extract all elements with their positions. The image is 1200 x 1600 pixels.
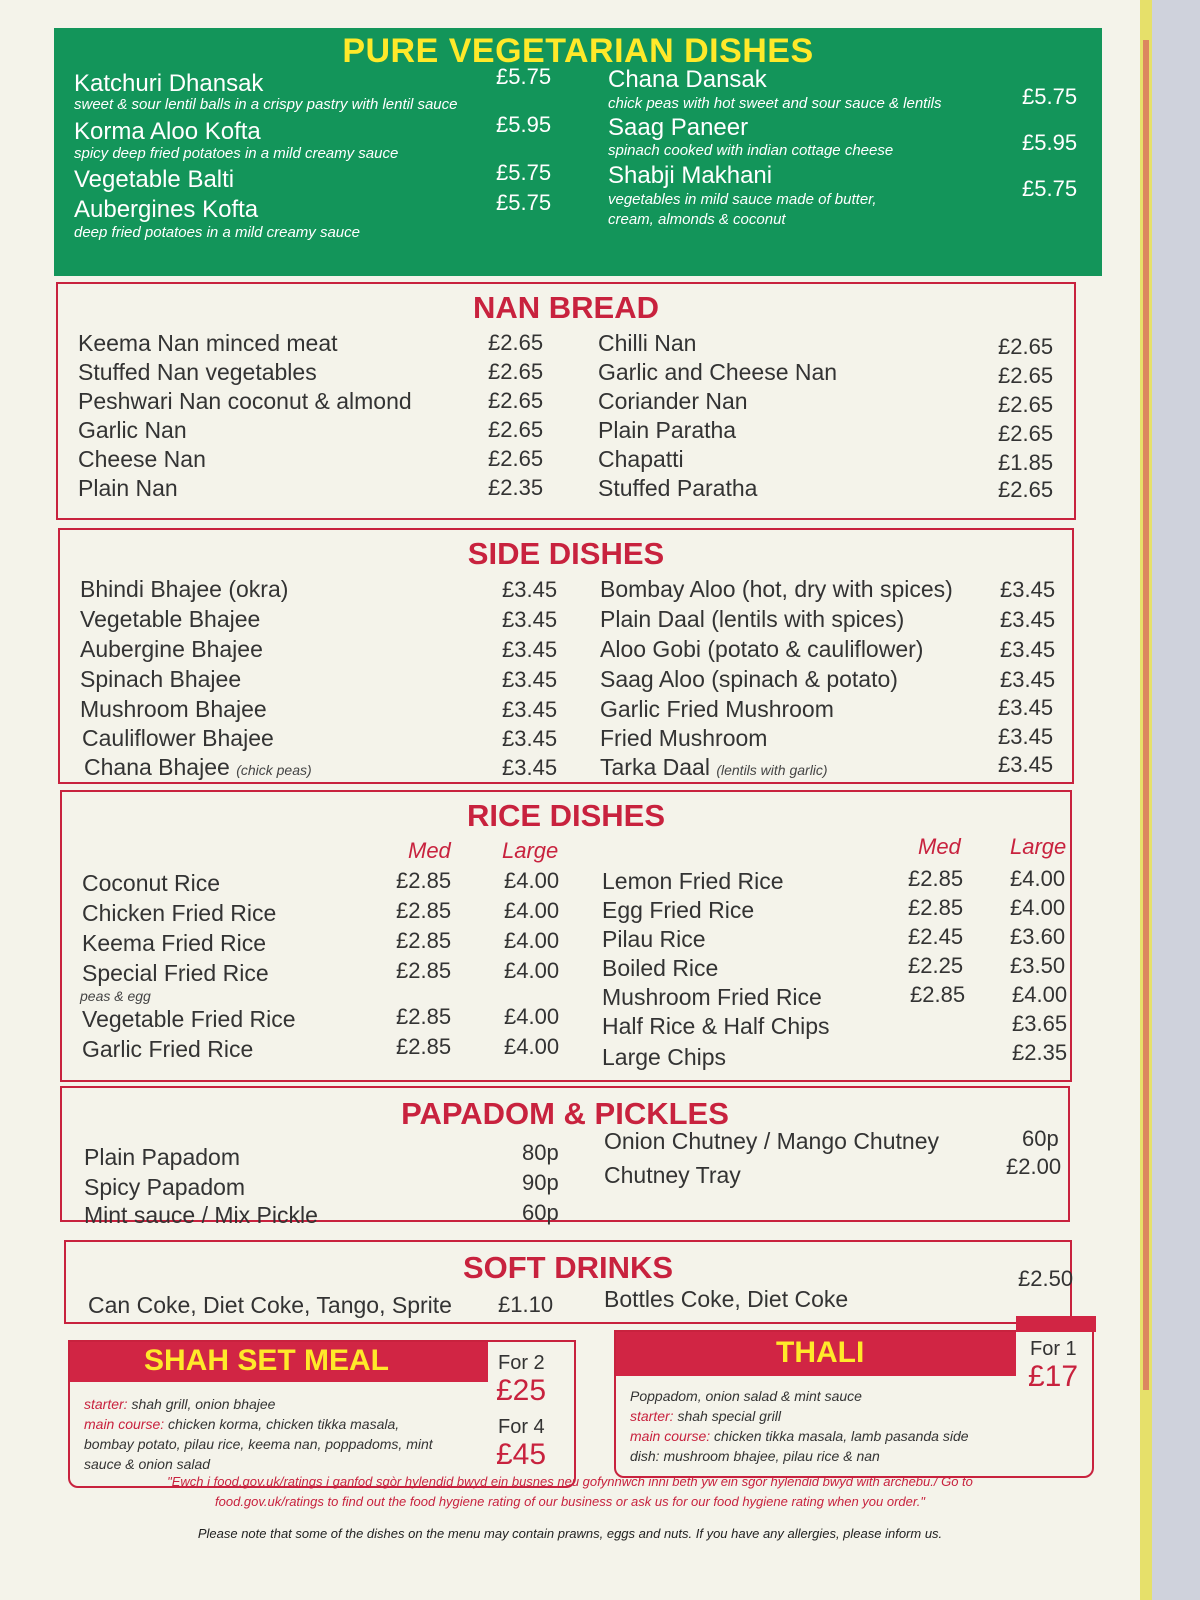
- menu-item-price: £2.65: [998, 363, 1054, 388]
- section-title: NAN BREAD: [473, 290, 659, 325]
- menu-item-name: Fried Mushroom: [600, 725, 768, 751]
- section-title: RICE DISHES: [466, 798, 666, 833]
- menu-item-name: Vegetable Bhajee: [80, 606, 261, 632]
- menu-item-price: £5.75: [496, 190, 552, 215]
- menu-item-price-med: £2.85: [396, 898, 452, 923]
- menu-item-name: Cheese Nan: [78, 446, 206, 472]
- menu-item-name: Garlic Fried Rice: [82, 1036, 254, 1062]
- menu-item-price: £3.45: [502, 726, 558, 751]
- menu-item-name: Saag Aloo (spinach & potato): [600, 666, 898, 692]
- section-title: SOFT DRINKS: [462, 1250, 674, 1285]
- menu-item-name: Vegetable Balti: [74, 166, 235, 193]
- menu-item-name: Garlic and Cheese Nan: [598, 359, 838, 385]
- hygiene-notice-english: food.gov.uk/ratings to find out the food hygiene rating of our business or ask us for our food hygiene rating when you order.": [215, 1494, 925, 1509]
- menu-item-note: peas & egg: [80, 988, 151, 1004]
- allergy-notice: Please note that some of the dishes on the menu may contain prawns, eggs and nuts. If you have any allergies, please inform us.: [197, 1526, 943, 1541]
- side-dishes-section: [58, 528, 1074, 784]
- set-text: chicken korma, chicken tikka masala,: [168, 1416, 400, 1432]
- menu-item-name: Garlic Nan: [78, 417, 187, 443]
- set-starter: [84, 1396, 275, 1412]
- page-edge-stripe: [1143, 40, 1149, 1390]
- menu-item-name: Katchuri Dhansak: [74, 70, 264, 97]
- menu-item-price: £5.75: [496, 160, 552, 185]
- papadom-pickles-section: [60, 1086, 1070, 1228]
- set-main: dish: mushroom bhajee, pilau rice & nan: [630, 1448, 880, 1464]
- menu-item-price: 80p: [522, 1140, 559, 1165]
- menu-item-price: £3.45: [502, 637, 558, 662]
- set-main: sauce & onion salad: [84, 1456, 211, 1472]
- menu-item-price: £3.45: [1000, 607, 1056, 632]
- menu-item-price-large: £4.00: [1010, 895, 1066, 920]
- menu-item-price: £2.35: [488, 475, 544, 500]
- menu-item-price: £3.45: [502, 697, 558, 722]
- menu-item-name: Cauliflower Bhajee: [82, 725, 274, 751]
- menu-item-price: £1.10: [498, 1292, 554, 1317]
- menu-item-price: £5.75: [496, 64, 552, 89]
- menu-item-price: £3.45: [998, 752, 1054, 777]
- menu-item-name: Boiled Rice: [602, 955, 719, 981]
- menu-item-name: Chilli Nan: [598, 330, 697, 356]
- menu-item-price: £3.45: [502, 667, 558, 692]
- menu-item-name: Spinach Bhajee: [80, 666, 242, 692]
- menu-item-name: Coconut Rice: [82, 870, 221, 896]
- shah-set-meal-box: [68, 1340, 576, 1488]
- menu-item-price-med: £2.85: [908, 895, 964, 920]
- menu-item-price: £2.65: [998, 392, 1054, 417]
- menu-item-price: £3.45: [1000, 637, 1056, 662]
- menu-item-price: £3.45: [502, 755, 558, 780]
- set-title: THALI: [776, 1336, 865, 1369]
- menu-item-desc: cream, almonds & coconut: [608, 211, 786, 228]
- menu-item-price: £5.75: [1022, 176, 1078, 201]
- menu-item-price-large: £4.00: [504, 868, 560, 893]
- menu-item-name: Stuffed Nan vegetables: [78, 359, 317, 385]
- menu-item-price-large: £3.50: [1010, 953, 1066, 978]
- column-header-large: Large: [502, 838, 559, 863]
- nan-bread-section: [56, 282, 1076, 520]
- serving-label: For 1: [1030, 1338, 1077, 1360]
- menu-item-name: Aubergine Bhajee: [80, 636, 263, 662]
- menu-item-name: Plain Papadom: [84, 1144, 240, 1170]
- column-header-large: Large: [1010, 834, 1067, 859]
- menu-item-price: £3.45: [998, 695, 1054, 720]
- menu-item-name: Chicken Fried Rice: [82, 900, 277, 926]
- menu-item-name: Can Coke, Diet Coke, Tango, Sprite: [88, 1292, 452, 1318]
- rice-dishes-section: [60, 790, 1072, 1082]
- menu-item-name: Spicy Papadom: [84, 1174, 246, 1200]
- menu-item-name: Mint sauce / Mix Pickle: [84, 1202, 318, 1228]
- menu-item-note: (lentils with garlic): [716, 762, 828, 778]
- menu-item-name: Special Fried Rice: [82, 960, 269, 986]
- menu-item-price-large: £4.00: [504, 958, 560, 983]
- menu-item-name: Peshwari Nan coconut & almond: [78, 388, 412, 414]
- section-title: PURE VEGETARIAN DISHES: [342, 32, 814, 70]
- thali-box: [614, 1330, 1094, 1478]
- section-title: SIDE DISHES: [467, 536, 665, 571]
- menu-item-price-med: £2.85: [908, 866, 964, 891]
- menu-item-name: [84, 754, 312, 781]
- set-price: £25: [496, 1374, 547, 1407]
- set-label: main course:: [630, 1428, 711, 1444]
- menu-item-price-med: £2.85: [396, 928, 452, 953]
- menu-item-label: Tarka Daal: [600, 754, 710, 780]
- menu-item-name: Aubergines Kofta: [74, 196, 259, 223]
- menu-item-price-med: £2.85: [396, 868, 452, 893]
- menu-item-price: £2.65: [998, 477, 1054, 502]
- set-main: [84, 1416, 399, 1432]
- serving-label: For 4: [498, 1416, 545, 1438]
- menu-item-price: £2.65: [488, 388, 544, 413]
- menu-item-price: £3.45: [502, 577, 558, 602]
- menu-item-name: Bhindi Bhajee (okra): [80, 576, 289, 602]
- menu-item-name: [600, 754, 828, 781]
- menu-item-name: Plain Paratha: [598, 417, 737, 443]
- menu-item-price: £2.50: [1018, 1266, 1074, 1291]
- menu-item-price: £5.95: [1022, 130, 1078, 155]
- menu-item-name: Plain Nan: [78, 475, 178, 501]
- set-label: starter:: [84, 1396, 128, 1412]
- menu-item-price-med: £2.45: [908, 924, 964, 949]
- menu-item-price: £1.85: [998, 450, 1054, 475]
- menu-item-price-med: £2.85: [396, 1034, 452, 1059]
- menu-item-price: 60p: [522, 1200, 559, 1225]
- set-label: starter:: [630, 1408, 674, 1424]
- set-main: bombay potato, pilau rice, keema nan, poppadoms, mint: [84, 1436, 433, 1452]
- menu-item-name: Aloo Gobi (potato & cauliflower): [600, 636, 924, 662]
- menu-item-price: £2.65: [488, 359, 544, 384]
- menu-item-desc: spinach cooked with indian cottage cheese: [608, 142, 894, 159]
- menu-item-name: Plain Daal (lentils with spices): [600, 606, 905, 632]
- menu-item-price-large: £4.00: [1010, 866, 1066, 891]
- menu-item-price: £5.75: [1022, 84, 1078, 109]
- menu-item-name: Saag Paneer: [608, 114, 749, 141]
- column-header-med: Med: [408, 838, 451, 863]
- menu-item-name: Mushroom Bhajee: [80, 696, 267, 722]
- menu-item-name: Shabji Makhani: [608, 162, 773, 189]
- menu-item-name: Half Rice & Half Chips: [602, 1013, 830, 1039]
- menu-item-price: £2.00: [1006, 1154, 1062, 1179]
- menu-item-price-large: £4.00: [504, 898, 560, 923]
- menu-item-name: Mushroom Fried Rice: [602, 984, 822, 1010]
- menu-item-price: £5.95: [496, 112, 552, 137]
- menu-item-desc: vegetables in mild sauce made of butter,: [608, 191, 877, 208]
- menu-item-desc: spicy deep fried potatoes in a mild creamy sauce: [74, 145, 399, 162]
- menu-item-name: Pilau Rice: [602, 926, 706, 952]
- menu-item-desc: deep fried potatoes in a mild creamy sauce: [74, 224, 360, 241]
- menu-item-price-large: £4.00: [504, 928, 560, 953]
- menu-item-name: Egg Fried Rice: [602, 897, 755, 923]
- menu-item-price-large: £3.60: [1010, 924, 1066, 949]
- section-title: PAPADOM & PICKLES: [401, 1096, 729, 1131]
- menu-item-name: Stuffed Paratha: [598, 475, 758, 501]
- menu-item-price: £3.45: [1000, 577, 1056, 602]
- menu-item-name: Keema Nan minced meat: [78, 330, 338, 356]
- column-header-med: Med: [918, 834, 961, 859]
- menu-item-price: £3.45: [998, 724, 1054, 749]
- menu-item-price-large: £4.00: [1012, 982, 1068, 1007]
- menu-item-name: Coriander Nan: [598, 388, 748, 414]
- menu-item-desc: sweet & sour lentil balls in a crispy pastry with lentil sauce: [74, 96, 458, 113]
- menu-item-name: Lemon Fried Rice: [602, 868, 784, 894]
- menu-item-price: £3.45: [1000, 667, 1056, 692]
- set-main: [630, 1428, 969, 1444]
- set-label: main course:: [84, 1416, 165, 1432]
- vegetarian-section: [54, 28, 1102, 276]
- set-text: shah special grill: [677, 1408, 781, 1424]
- set-text: chicken tikka masala, lamb pasanda side: [714, 1428, 969, 1444]
- menu-item-name: Korma Aloo Kofta: [74, 118, 261, 145]
- set-price: £45: [496, 1438, 547, 1471]
- menu-item-desc: chick peas with hot sweet and sour sauce & lentils: [608, 95, 942, 112]
- menu-item-price: £2.65: [998, 421, 1054, 446]
- menu-item-price-med: £2.85: [396, 958, 452, 983]
- menu-item-name: Vegetable Fried Rice: [82, 1006, 296, 1032]
- menu-item-price: £3.45: [502, 607, 558, 632]
- menu-item-name: Keema Fried Rice: [82, 930, 267, 956]
- menu-item-name: Bombay Aloo (hot, dry with spices): [600, 576, 953, 602]
- menu-item-price: 90p: [522, 1170, 559, 1195]
- set-line: Poppadom, onion salad & mint sauce: [630, 1388, 862, 1404]
- menu-item-name: Bottles Coke, Diet Coke: [604, 1286, 849, 1312]
- menu-item-price: £2.65: [488, 446, 544, 471]
- menu-item-label: Chana Bhajee: [84, 754, 230, 780]
- menu-item-price-med: £2.25: [908, 953, 964, 978]
- menu-item-name: Garlic Fried Mushroom: [600, 696, 834, 722]
- hygiene-notice-welsh: "Ewch i food.gov.uk/ratings i ganfod sgòr hylendid bwyd ein busnes neu gofynnwch inni beth yw ein sgòr hylendid bwyd with archebu./ Go to: [167, 1474, 973, 1489]
- menu-item-name: Chapatti: [598, 446, 684, 472]
- menu-item-price: £2.65: [998, 334, 1054, 359]
- serving-label: For 2: [498, 1352, 545, 1374]
- set-title: SHAH SET MEAL: [144, 1344, 390, 1377]
- menu-item-name: Chutney Tray: [604, 1162, 741, 1188]
- menu-item-price-large: £4.00: [504, 1004, 560, 1029]
- set-title-band: [1016, 1316, 1096, 1332]
- menu-item-price: 60p: [1022, 1126, 1059, 1151]
- menu-item-price-med: £2.85: [396, 1004, 452, 1029]
- menu-item-price: £2.65: [488, 330, 544, 355]
- set-text: shah grill, onion bhajee: [131, 1396, 276, 1412]
- soft-drinks-section: [64, 1240, 1072, 1324]
- set-starter: [630, 1408, 781, 1424]
- menu-item-name: Chana Dansak: [608, 66, 767, 93]
- menu-item-name: Onion Chutney / Mango Chutney: [604, 1128, 939, 1154]
- set-price: £17: [1028, 1360, 1079, 1393]
- menu-item-price-med: £2.85: [910, 982, 966, 1007]
- menu-item-price-large: £2.35: [1012, 1040, 1068, 1065]
- menu-item-name: Large Chips: [602, 1044, 727, 1070]
- menu-item-price-large: £3.65: [1012, 1011, 1068, 1036]
- menu-item-price-large: £4.00: [504, 1034, 560, 1059]
- menu-item-price: £2.65: [488, 417, 544, 442]
- menu-item-note: (chick peas): [236, 762, 312, 778]
